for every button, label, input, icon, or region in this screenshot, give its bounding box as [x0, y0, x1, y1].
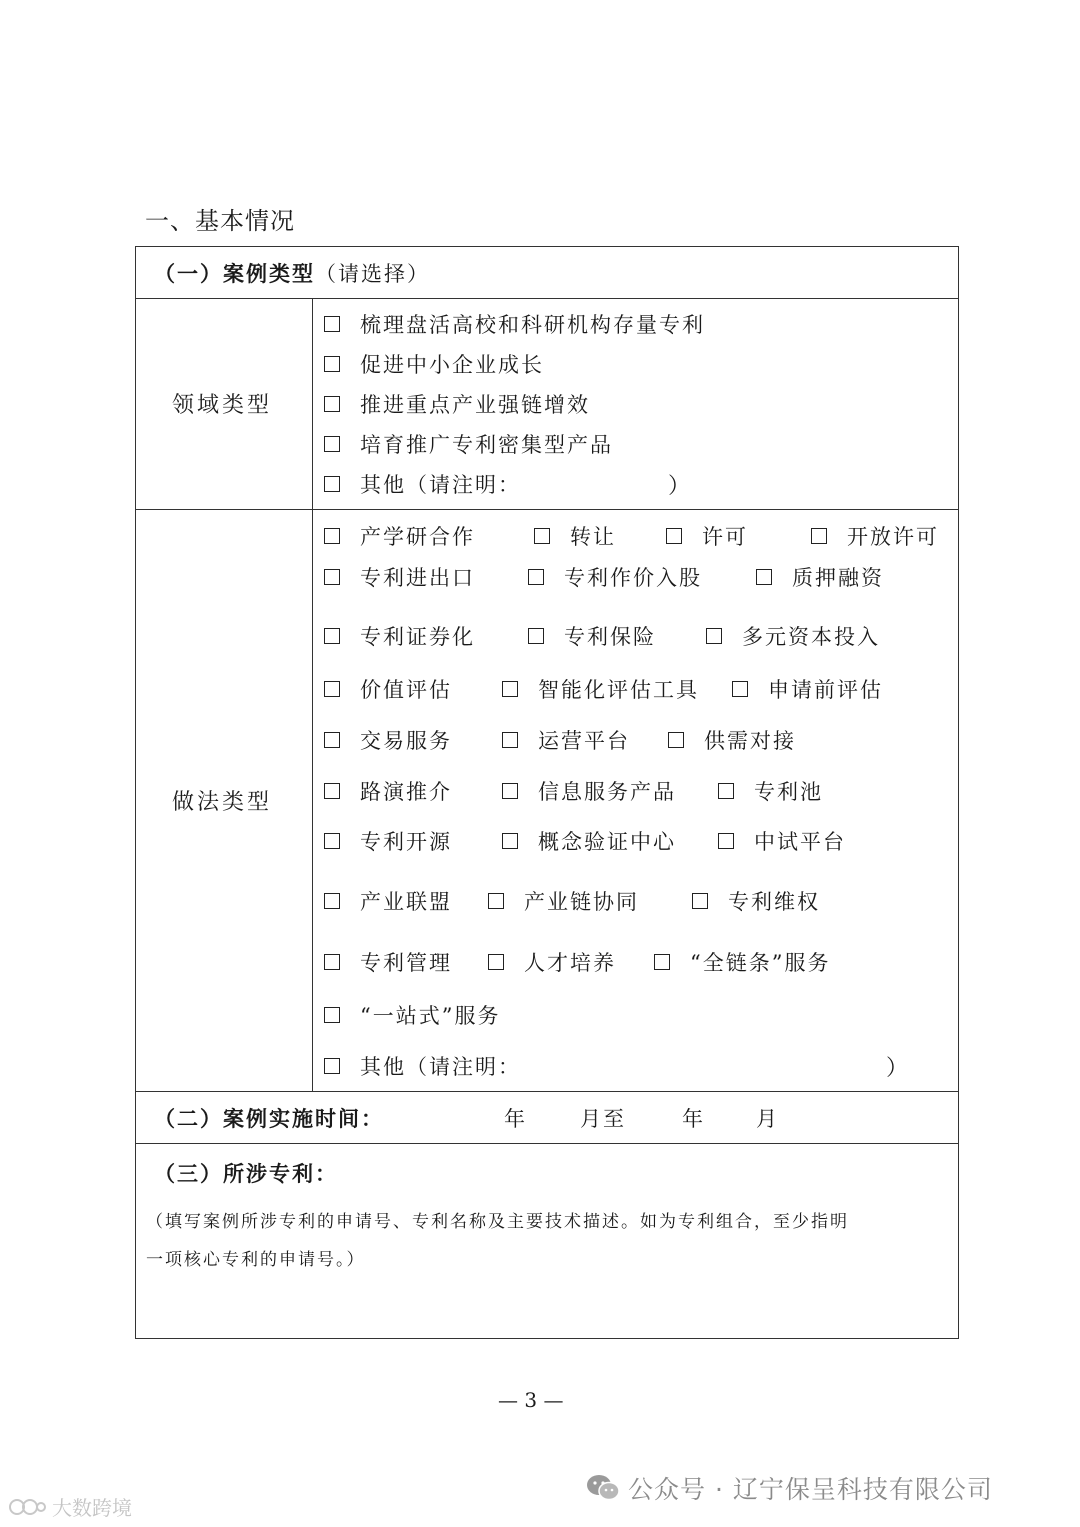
checkbox[interactable]	[502, 732, 518, 748]
case-type-header: （一）案例类型（请选择）	[154, 261, 430, 286]
method-option[interactable]: 多元资本投入	[706, 621, 880, 651]
checkbox[interactable]	[324, 628, 340, 644]
checkbox[interactable]	[324, 954, 340, 970]
domain-option[interactable]: 培育推广专利密集型产品	[324, 429, 613, 459]
checkbox[interactable]	[324, 1007, 340, 1023]
end-year-field[interactable]: 年	[682, 1107, 705, 1131]
checkbox[interactable]	[528, 628, 544, 644]
checkbox[interactable]	[488, 893, 504, 909]
checkbox[interactable]	[324, 569, 340, 585]
checkbox[interactable]	[324, 436, 340, 452]
end-month-field[interactable]: 月	[756, 1107, 779, 1131]
implementation-time-label: （二）案例实施时间：	[154, 1106, 384, 1131]
checkbox[interactable]	[534, 528, 550, 544]
method-option[interactable]: 专利证券化	[324, 621, 475, 651]
method-option[interactable]: 专利池	[718, 776, 823, 806]
checkbox[interactable]	[324, 396, 340, 412]
domain-option[interactable]: 促进中小企业成长	[324, 349, 544, 379]
page-number: — 3 —	[498, 1388, 564, 1412]
checkbox[interactable]	[324, 1058, 340, 1074]
checkbox[interactable]	[668, 732, 684, 748]
method-option[interactable]: 专利维权	[692, 886, 820, 916]
start-month-field[interactable]: 月至	[580, 1107, 626, 1131]
checkbox[interactable]	[324, 356, 340, 372]
method-other-close: ）	[886, 1056, 912, 1081]
method-option[interactable]: 转让	[534, 521, 616, 551]
checkbox[interactable]	[324, 732, 340, 748]
checkbox[interactable]	[706, 628, 722, 644]
checkbox[interactable]	[324, 783, 340, 799]
domain-other-close: ）	[668, 474, 694, 499]
method-option[interactable]: 许可	[666, 521, 748, 551]
method-option[interactable]: 专利保险	[528, 621, 656, 651]
method-option[interactable]: 专利开源	[324, 826, 452, 856]
method-option[interactable]: 价值评估	[324, 674, 452, 704]
checkbox[interactable]	[718, 833, 734, 849]
method-option[interactable]: 信息服务产品	[502, 776, 676, 806]
method-option[interactable]: 供需对接	[668, 725, 796, 755]
method-option[interactable]: 智能化评估工具	[502, 674, 699, 704]
start-year-field[interactable]: 年	[504, 1107, 527, 1131]
checkbox[interactable]	[692, 893, 708, 909]
method-option[interactable]: 产学研合作	[324, 521, 475, 551]
checkbox[interactable]	[502, 783, 518, 799]
related-patents-note[interactable]: （填写案例所涉专利的申请号、专利名称及主要技术描述。如为专利组合，至少指明 一项核心专利的申请号。）	[146, 1212, 849, 1270]
watermark-brand: 大数跨境	[8, 1492, 132, 1521]
table-divider	[136, 298, 958, 299]
checkbox[interactable]	[718, 783, 734, 799]
checkbox[interactable]	[732, 681, 748, 697]
method-option[interactable]: 开放许可	[811, 521, 939, 551]
domain-option[interactable]: 推进重点产业强链增效	[324, 389, 590, 419]
domain-type-label: 领域类型	[172, 393, 273, 418]
method-option[interactable]: 人才培养	[488, 947, 616, 977]
checkbox[interactable]	[324, 316, 340, 332]
domain-option[interactable]: 梳理盘活高校和科研机构存量专利	[324, 309, 705, 339]
method-option[interactable]: 质押融资	[756, 562, 884, 592]
checkbox[interactable]	[324, 528, 340, 544]
checkbox[interactable]	[324, 893, 340, 909]
checkbox[interactable]	[666, 528, 682, 544]
method-option[interactable]: “一站式”服务	[324, 1000, 500, 1030]
checkbox[interactable]	[756, 569, 772, 585]
wechat-icon	[586, 1474, 620, 1502]
checkbox[interactable]	[528, 569, 544, 585]
method-option[interactable]: 概念验证中心	[502, 826, 676, 856]
method-option[interactable]: 中试平台	[718, 826, 846, 856]
basic-info-table	[135, 246, 959, 1339]
table-divider	[136, 1143, 958, 1144]
table-divider	[136, 1091, 958, 1092]
method-option[interactable]: 专利管理	[324, 947, 452, 977]
method-option[interactable]: 产业链协同	[488, 886, 639, 916]
table-divider	[136, 509, 958, 510]
method-option[interactable]: 申请前评估	[732, 674, 883, 704]
checkbox[interactable]	[811, 528, 827, 544]
checkbox[interactable]	[502, 681, 518, 697]
method-option[interactable]: 运营平台	[502, 725, 630, 755]
domain-option-other[interactable]: 其他（请注明：	[324, 469, 521, 499]
method-option[interactable]: “全链条”服务	[654, 947, 830, 977]
method-option[interactable]: 专利作价入股	[528, 562, 702, 592]
watermark-account: 公众号 · 辽宁保呈科技有限公司	[586, 1470, 993, 1506]
checkbox[interactable]	[654, 954, 670, 970]
checkbox[interactable]	[324, 476, 340, 492]
method-option-other[interactable]: 其他（请注明：	[324, 1051, 521, 1081]
method-option[interactable]: 路演推介	[324, 776, 452, 806]
checkbox[interactable]	[324, 681, 340, 697]
method-type-label: 做法类型	[172, 790, 273, 815]
checkbox[interactable]	[488, 954, 504, 970]
brand-logo-icon	[8, 1495, 48, 1519]
related-patents-label: （三）所涉专利：	[154, 1161, 338, 1186]
section-title: 一、基本情况	[145, 207, 295, 235]
method-option[interactable]: 专利进出口	[324, 562, 475, 592]
table-column-divider	[312, 298, 313, 1091]
checkbox[interactable]	[324, 833, 340, 849]
method-option[interactable]: 交易服务	[324, 725, 452, 755]
checkbox[interactable]	[502, 833, 518, 849]
method-option[interactable]: 产业联盟	[324, 886, 452, 916]
